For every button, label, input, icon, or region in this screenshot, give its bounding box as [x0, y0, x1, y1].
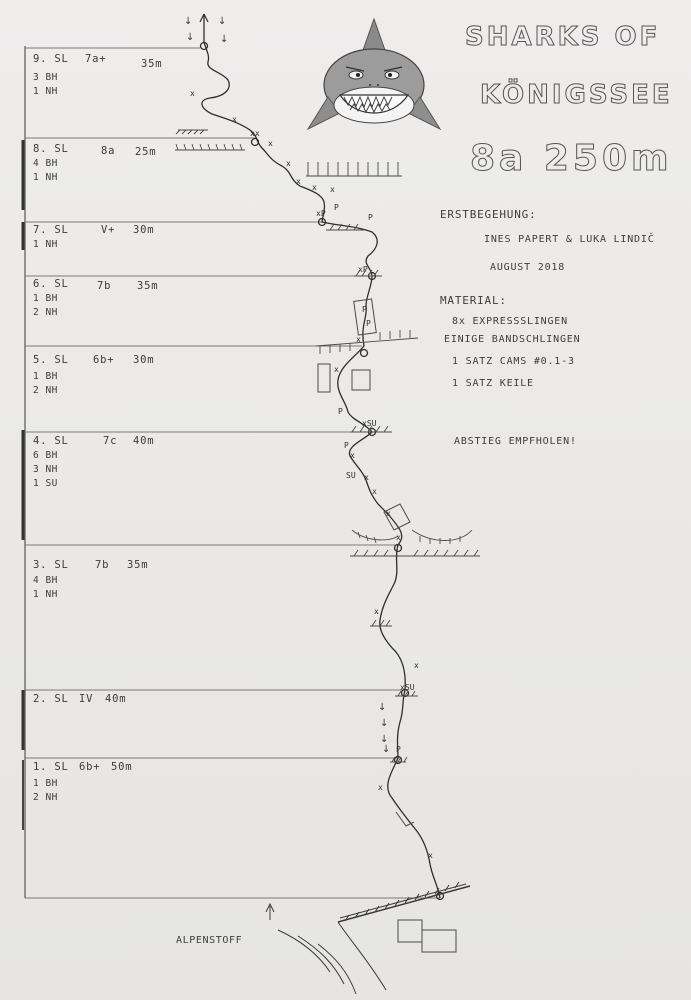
svg-text:x: x — [428, 851, 433, 860]
pitch-id: 2. SL — [33, 693, 69, 705]
svg-text:P: P — [362, 305, 367, 314]
pitch-grade: 7b — [97, 280, 112, 292]
svg-text:x: x — [190, 89, 195, 98]
route-grade-length: 8a 250m — [470, 138, 673, 179]
svg-text:x: x — [372, 487, 377, 496]
svg-text:x: x — [268, 139, 273, 148]
pitch-grade: 6b+ — [79, 761, 101, 773]
gear-item: 1 NH — [33, 239, 58, 250]
pitch-7-gear — [33, 238, 58, 252]
pitch-length: 30m — [133, 224, 155, 236]
pitch-length: 25m — [135, 146, 157, 158]
material-heading: MATERIAL: — [440, 294, 507, 307]
svg-text:P: P — [366, 319, 371, 328]
approach-label: ALPENSTOFF — [176, 935, 243, 946]
pitch-grade: IV — [79, 693, 94, 705]
svg-text:x: x — [386, 509, 391, 518]
pitch-length: 50m — [111, 761, 133, 773]
svg-text:↓: ↓ — [380, 718, 389, 729]
pitch-grade: V+ — [101, 224, 116, 236]
pitch-grade: 6b+ — [93, 354, 115, 366]
pitch-grade: 8a — [101, 145, 116, 157]
svg-text:xSU: xSU — [362, 419, 377, 428]
pitch-length: 35m — [127, 559, 149, 571]
pitch-6-header — [33, 278, 159, 292]
svg-text:P: P — [334, 203, 339, 212]
svg-text:x: x — [364, 473, 369, 482]
pitch-8-gear — [33, 157, 58, 185]
route-title-line1: SHARKS OF — [465, 22, 661, 52]
pitch-grade: 7c — [103, 435, 118, 447]
pitch-4-gear — [33, 449, 58, 491]
pitch-id: 6. SL — [33, 278, 69, 290]
pitch-id: 4. SL — [33, 435, 69, 447]
svg-text:P: P — [396, 745, 401, 754]
pitch-id: 1. SL — [33, 761, 69, 773]
svg-text:x: x — [378, 783, 383, 792]
pitch-id: 8. SL — [33, 143, 69, 155]
gear-item: 2 NH — [33, 385, 58, 396]
pitch-9-gear — [33, 71, 58, 99]
gear-item: 1 BH — [33, 371, 58, 382]
pitch-length: 35m — [141, 58, 163, 70]
svg-text:x: x — [396, 533, 401, 542]
gear-item: 2 NH — [33, 307, 58, 318]
svg-text:x: x — [414, 661, 419, 670]
svg-text:xP: xP — [316, 209, 326, 218]
svg-text:x: x — [232, 115, 237, 124]
svg-text:x: x — [374, 607, 379, 616]
svg-text:↓: ↓ — [184, 16, 193, 27]
gear-item: 3 BH — [33, 72, 58, 83]
pitch-length: 35m — [137, 280, 159, 292]
pitch-id: 5. SL — [33, 354, 69, 366]
gear-item: 1 NH — [33, 86, 58, 97]
pitch-8-header — [33, 143, 157, 158]
route-title-line2: KÖNIGSSEE — [480, 80, 673, 110]
pitch-9-header — [33, 53, 163, 70]
svg-text:x: x — [350, 451, 355, 460]
pitch-1-gear — [33, 777, 58, 805]
first-ascent-climbers: INES PAPERT & LUKA LINDIČ — [484, 234, 655, 245]
svg-text:SU: SU — [346, 471, 356, 480]
gear-item: 3 NH — [33, 464, 58, 475]
svg-text:↓: ↓ — [378, 702, 387, 713]
pitch-5-gear — [33, 370, 58, 398]
svg-text:↓: ↓ — [218, 16, 227, 27]
svg-text:↓: ↓ — [382, 744, 391, 755]
svg-text:x: x — [356, 335, 361, 344]
first-ascent-heading: ERSTBEGEHUNG: — [440, 208, 537, 221]
pitch-4-header — [33, 435, 155, 447]
pitch-length: 40m — [133, 435, 155, 447]
svg-text:x: x — [286, 159, 291, 168]
svg-text:P: P — [344, 441, 349, 450]
pitch-id: 3. SL — [33, 559, 69, 571]
gear-item: 1 BH — [33, 293, 58, 304]
gear-item: 1 NH — [33, 172, 58, 183]
svg-text:xP: xP — [358, 265, 368, 274]
material-item: 8x EXPRESSSLINGEN — [452, 316, 568, 327]
pitch-grade: 7a+ — [85, 53, 107, 65]
pitch-7-header — [33, 224, 155, 236]
pitch-5-header — [33, 354, 155, 366]
pitch-length: 30m — [133, 354, 155, 366]
svg-text:P: P — [338, 407, 343, 416]
gear-item: 1 NH — [33, 589, 58, 600]
svg-text:x: x — [330, 185, 335, 194]
gear-item: 1 BH — [33, 778, 58, 789]
pitch-id: 7. SL — [33, 224, 69, 236]
svg-text:xx: xx — [250, 129, 260, 138]
svg-text:↓: ↓ — [220, 34, 229, 45]
shark-logo-drawing — [300, 15, 450, 140]
svg-text:x: x — [296, 177, 301, 186]
pitch-1-header — [33, 761, 133, 773]
svg-text:↓: ↓ — [380, 734, 389, 745]
gear-item: 4 BH — [33, 158, 58, 169]
gear-item: 1 SU — [33, 478, 58, 489]
gear-item: 2 NH — [33, 792, 58, 803]
svg-text:x: x — [334, 365, 339, 374]
svg-text:x: x — [312, 183, 317, 192]
svg-text:P: P — [368, 213, 373, 222]
material-item: EINIGE BANDSCHLINGEN — [444, 334, 581, 345]
pitch-length: 40m — [105, 693, 127, 705]
pitch-6-gear — [33, 292, 58, 320]
first-ascent-date: AUGUST 2018 — [490, 262, 566, 273]
pitch-2-header — [33, 693, 127, 705]
pitch-id: 9. SL — [33, 53, 69, 65]
svg-text:xSU: xSU — [400, 683, 415, 692]
gear-item: 4 BH — [33, 575, 58, 586]
pitch-grade: 7b — [95, 559, 110, 571]
gear-item: 6 BH — [33, 450, 58, 461]
pitch-3-gear — [33, 574, 58, 602]
material-item: 1 SATZ KEILE — [452, 378, 534, 389]
svg-text:↓: ↓ — [186, 32, 195, 43]
material-item: 1 SATZ CAMS #0.1-3 — [452, 356, 575, 367]
descent-note: ABSTIEG EMPFHOLEN! — [454, 436, 577, 447]
pitch-3-header — [33, 559, 149, 571]
